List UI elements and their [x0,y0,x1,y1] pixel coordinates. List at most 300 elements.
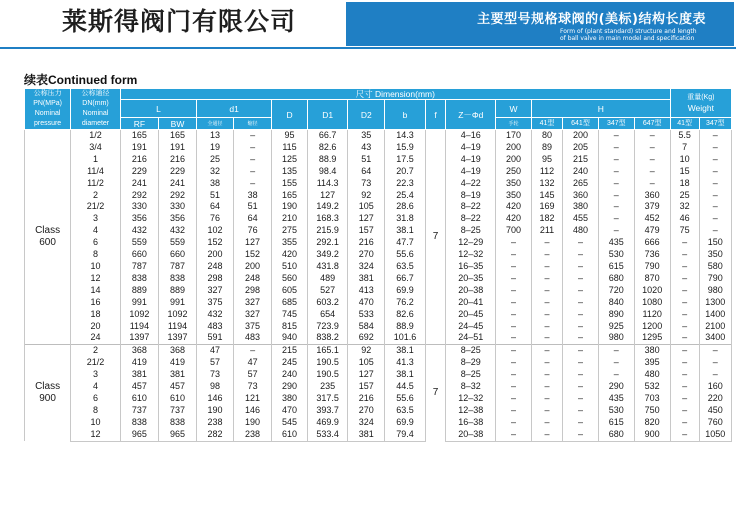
table-cell: 1300 [699,297,731,309]
dn-unit: DN(mm) [82,100,109,107]
table-cell: 73 [348,178,385,190]
table-cell: 16–38 [446,417,496,429]
table-cell: 355 [272,237,308,249]
table-cell: 469.9 [307,417,347,429]
table-cell: 215 [272,345,308,357]
table-cell: 680 [598,429,634,441]
table-cell: 20–35 [446,273,496,285]
table-row [25,273,732,285]
table-cell: 146 [234,405,272,417]
table-cell: 435 [598,237,634,249]
table-row [25,201,732,213]
table-cell: – [496,249,532,261]
table-cell: 455 [563,213,599,225]
table-cell: 379 [634,201,670,213]
pressure-class-line: Class [35,381,61,393]
table-cell: 82.6 [385,309,425,321]
table-cell: 15.9 [385,142,425,154]
table-cell: 838 [120,273,158,285]
table-cell: 324 [348,261,385,273]
table-cell: 31.8 [385,213,425,225]
table-cell: – [598,154,634,166]
table-cell: 229 [158,166,196,178]
weight-header [670,89,731,118]
table-cell: – [670,393,699,405]
table-cell: 215 [563,154,599,166]
table-cell: 92 [348,345,385,357]
table-cell: – [670,285,699,297]
table-cell: – [670,249,699,261]
table-cell: 80 [531,130,562,142]
table-cell: 381 [120,369,158,381]
table-cell: 211 [531,225,562,237]
col-D2: D2 [348,100,385,130]
table-cell: 38.1 [385,225,425,237]
table-cell: – [598,190,634,202]
table-cell: 480 [634,369,670,381]
table-row [25,345,732,357]
pressure-class-line: 900 [39,393,56,405]
table-cell: – [598,201,634,213]
table-cell: 127 [307,190,347,202]
table-row [25,357,732,369]
dn-cn: 公称通径 [81,90,110,97]
table-cell: – [634,166,670,178]
table-cell: – [699,178,731,190]
table-cell: 991 [120,297,158,309]
table-cell: – [496,417,532,429]
table-cell: – [531,309,562,321]
table-cell: 6 [71,393,121,405]
table-cell: – [531,321,562,333]
table-cell: 10 [670,154,699,166]
table-cell: – [496,429,532,441]
table-cell: 190 [272,201,308,213]
table-cell: 350 [496,178,532,190]
table-cell: – [496,321,532,333]
table-cell: 215.9 [307,225,347,237]
table-cell: 3 [71,369,121,381]
table-cell: 292 [158,190,196,202]
pressure-header [25,89,71,130]
table-cell: 200 [197,249,234,261]
table-cell: 145 [531,190,562,202]
table-cell: 64 [197,201,234,213]
table-cell: 559 [158,237,196,249]
table-cell: 63.5 [385,261,425,273]
table-cell: 20–38 [446,285,496,297]
table-cell: – [531,429,562,441]
table-cell: 591 [197,332,234,344]
table-cell: 1 [71,154,121,166]
table-cell: 381 [158,369,196,381]
table-cell: 12 [71,273,121,285]
table-cell: – [563,357,599,369]
title-en-line-2: of ball valve in main model and specification [560,35,695,42]
pressure-class-line: Class [35,225,61,237]
table-cell: 381 [348,429,385,441]
table-cell: – [598,130,634,142]
table-cell: 1397 [158,332,196,344]
table-cell: – [234,166,272,178]
table-cell: – [531,297,562,309]
table-cell: 32 [197,166,234,178]
table-cell: 292 [120,190,158,202]
table-cell: 20–41 [446,297,496,309]
table-cell: – [634,142,670,154]
table-cell: – [563,345,599,357]
table-cell: 157 [348,225,385,237]
table-cell: – [531,285,562,297]
table-cell: 510 [272,261,308,273]
table-cell: 660 [120,249,158,261]
table-cell: 63.5 [385,405,425,417]
table-cell: 1020 [634,285,670,297]
table-cell: 452 [634,213,670,225]
dn-en-1: Nominal [82,110,109,117]
table-cell: 146 [197,393,234,405]
table-cell: – [531,273,562,285]
table-cell: 890 [598,309,634,321]
table-body [25,130,732,442]
table-cell: 290 [598,381,634,393]
table-cell: 20 [71,321,121,333]
table-cell: – [563,393,599,405]
table-cell: 330 [120,201,158,213]
col-RF: RF [120,118,158,130]
table-row [25,154,732,166]
table-cell: 73 [234,381,272,393]
table-cell: 114.3 [307,178,347,190]
table-cell: 480 [563,225,599,237]
table-row [25,321,732,333]
table-cell: 450 [699,405,731,417]
table-cell: 692 [348,332,385,344]
table-cell: 20.7 [385,166,425,178]
table-cell: 12–38 [446,405,496,417]
table-cell: – [699,166,731,178]
table-cell: 190.5 [307,369,347,381]
col-H-641: 641型 [563,118,599,130]
col-H-647: 647型 [634,118,670,130]
table-cell: 12 [71,429,121,441]
table-cell: 43 [348,142,385,154]
table-cell: 889 [158,285,196,297]
table-cell: – [670,357,699,369]
table-cell: 92 [348,190,385,202]
table-cell: 38.1 [385,369,425,381]
table-cell: 8–22 [446,201,496,213]
col-d1-full: 全通径 [197,118,234,130]
table-cell: 216 [348,393,385,405]
table-cell: 393.7 [307,405,347,417]
table-cell: 533 [348,309,385,321]
table-cell: 25.4 [385,190,425,202]
table-cell: 680 [598,273,634,285]
table-cell: – [234,345,272,357]
table-cell: 991 [158,297,196,309]
table-cell: 210 [272,213,308,225]
table-cell: – [598,142,634,154]
table-cell: – [531,345,562,357]
table-cell: 76 [197,213,234,225]
table-cell: 57 [234,369,272,381]
col-H-347: 347型 [598,118,634,130]
table-cell: 88.9 [307,154,347,166]
table-cell: 790 [634,261,670,273]
table-cell: – [563,261,599,273]
table-cell: – [563,285,599,297]
table-cell: 350 [699,249,731,261]
table-cell: 380 [272,393,308,405]
table-cell: 1092 [120,309,158,321]
table-cell: – [670,369,699,381]
table-cell: 238 [234,429,272,441]
table-cell: 282 [197,429,234,441]
table-cell: 76.2 [385,297,425,309]
table-cell: 1/2 [71,130,121,142]
col-D: D [272,100,308,130]
table-cell: – [496,405,532,417]
table-cell: 241 [120,178,158,190]
title-banner [346,2,734,46]
table-row [25,332,732,344]
table-row [25,417,732,429]
table-cell: 292.1 [307,237,347,249]
table-cell: 419 [158,357,196,369]
table-cell: 165.1 [307,345,347,357]
table-cell: 73 [197,369,234,381]
table-cell: 470 [348,297,385,309]
table-cell: 4–19 [446,142,496,154]
table-cell: 55.6 [385,393,425,405]
table-cell: 1080 [634,297,670,309]
table-cell: 530 [598,249,634,261]
pressure-class-cell [25,130,71,345]
table-cell: 102 [197,225,234,237]
table-cell: – [699,130,731,142]
table-cell: 8 [71,249,121,261]
pressure-en-1: Nominal [34,110,61,117]
table-cell: 1200 [634,321,670,333]
col-H: H [531,100,670,118]
table-cell: 16 [71,297,121,309]
table-cell: 200 [234,261,272,273]
table-cell: 22.3 [385,178,425,190]
col-W-handwheel: 手轮 [496,118,532,130]
table-cell: 980 [699,285,731,297]
table-cell: – [598,166,634,178]
table-cell: 925 [598,321,634,333]
table-cell: 238 [197,417,234,429]
table-row [25,225,732,237]
table-cell: – [496,261,532,273]
table-cell: 431.8 [307,261,347,273]
col-L: L [120,100,196,118]
table-cell: 69.9 [385,285,425,297]
table-row [25,309,732,321]
table-row [25,297,732,309]
table-cell: 24–51 [446,332,496,344]
table-cell: 16–35 [446,261,496,273]
table-cell: – [699,369,731,381]
table-cell: 360 [563,190,599,202]
table-cell: 4–22 [446,178,496,190]
table-cell: 349.2 [307,249,347,261]
table-cell: 76 [234,225,272,237]
table-cell: – [496,357,532,369]
dn-en-2: diameter [81,120,110,127]
table-cell: – [634,154,670,166]
table-cell: 980 [598,332,634,344]
table-cell: 559 [120,237,158,249]
table-cell: 152 [197,237,234,249]
table-cell: 168.3 [307,213,347,225]
table-cell: 1092 [158,309,196,321]
col-f: f [425,100,446,130]
table-cell: 82.6 [307,142,347,154]
table-cell: 265 [563,178,599,190]
table-cell: 38.1 [385,345,425,357]
table-cell: 787 [120,261,158,273]
f-value-cell: 7 [425,130,446,345]
table-cell: 360 [634,190,670,202]
pressure-unit: PN(MPa) [33,100,62,107]
table-cell: 152 [234,249,272,261]
table-cell: – [531,357,562,369]
table-cell: 820 [634,417,670,429]
dn-header [71,89,121,130]
table-cell: 18 [71,309,121,321]
table-cell: 25 [670,190,699,202]
table-cell: 432 [197,309,234,321]
table-cell: 4 [71,225,121,237]
table-cell: 21/2 [71,201,121,213]
table-cell: 10 [71,261,121,273]
table-cell: 610 [272,429,308,441]
table-cell: 216 [348,237,385,249]
table-cell: – [670,261,699,273]
table-cell: 248 [197,261,234,273]
table-cell: 815 [272,321,308,333]
table-cell: 55.6 [385,249,425,261]
table-cell: – [699,357,731,369]
table-cell: 654 [307,309,347,321]
table-cell: 66.7 [307,130,347,142]
table-cell: – [634,178,670,190]
table-cell: 105 [348,201,385,213]
table-cell: 7 [670,142,699,154]
table-cell: 270 [348,405,385,417]
table-cell: 15 [670,166,699,178]
table-cell: 380 [634,345,670,357]
table-cell: 375 [197,297,234,309]
table-cell: 610 [158,393,196,405]
table-cell: – [598,225,634,237]
table-cell: – [598,178,634,190]
table-cell: 14 [71,285,121,297]
table-cell: 79.4 [385,429,425,441]
table-cell: 66.7 [385,273,425,285]
table-cell: – [563,381,599,393]
table-cell: 10 [71,417,121,429]
table-cell: – [699,201,731,213]
table-cell: 95 [272,130,308,142]
table-cell: 165 [120,130,158,142]
table-cell: 190.5 [307,357,347,369]
table-cell: – [531,249,562,261]
table-cell: 1194 [120,321,158,333]
table-cell: 24–45 [446,321,496,333]
table-cell: – [563,297,599,309]
table-cell: – [563,405,599,417]
table-cell: 483 [197,321,234,333]
table-cell: 95 [531,154,562,166]
col-z-d: Z－Φd [446,100,496,130]
table-cell: 8 [71,405,121,417]
table-cell: 270 [348,249,385,261]
table-cell: 838 [158,417,196,429]
table-cell: 38 [197,178,234,190]
table-cell: 610 [120,393,158,405]
table-cell: 8–19 [446,190,496,202]
table-cell: 125 [272,154,308,166]
table-cell: 3 [71,213,121,225]
col-BW: BW [158,118,196,130]
table-cell: – [496,297,532,309]
table-cell: 47 [234,357,272,369]
table-cell: 327 [197,285,234,297]
table-cell: 4–19 [446,154,496,166]
dimension-table [24,88,732,442]
table-cell: 8–32 [446,381,496,393]
table-cell: 419 [120,357,158,369]
table-cell: 32 [670,201,699,213]
table-cell: – [699,142,731,154]
table-cell: – [563,273,599,285]
table-cell: 900 [634,429,670,441]
table-cell: 47.7 [385,237,425,249]
title-en [560,28,710,42]
table-cell: – [598,213,634,225]
table-cell: 703 [634,393,670,405]
table-row [25,166,732,178]
table-cell: – [670,237,699,249]
continued-form-title: 续表Continued form [24,73,138,87]
table-row [25,237,732,249]
table-cell: 149.2 [307,201,347,213]
table-cell: 380 [563,201,599,213]
table-cell: 420 [496,213,532,225]
col-D1: D1 [307,100,347,130]
table-cell: 160 [699,381,731,393]
table-row [25,249,732,261]
table-cell: – [670,345,699,357]
title-en-line-1: Form of (plant standard) structure and length [560,28,697,35]
table-cell: 327 [234,297,272,309]
table-cell: 191 [120,142,158,154]
table-row [25,369,732,381]
col-weight-41: 41型 [670,118,699,130]
table-cell: 135 [272,166,308,178]
weight-en: Weight [687,103,714,113]
table-cell: – [699,345,731,357]
table-cell: 615 [598,417,634,429]
table-row [25,429,732,441]
table-cell: 28.6 [385,201,425,213]
table-cell: 1400 [699,309,731,321]
table-cell: – [531,405,562,417]
